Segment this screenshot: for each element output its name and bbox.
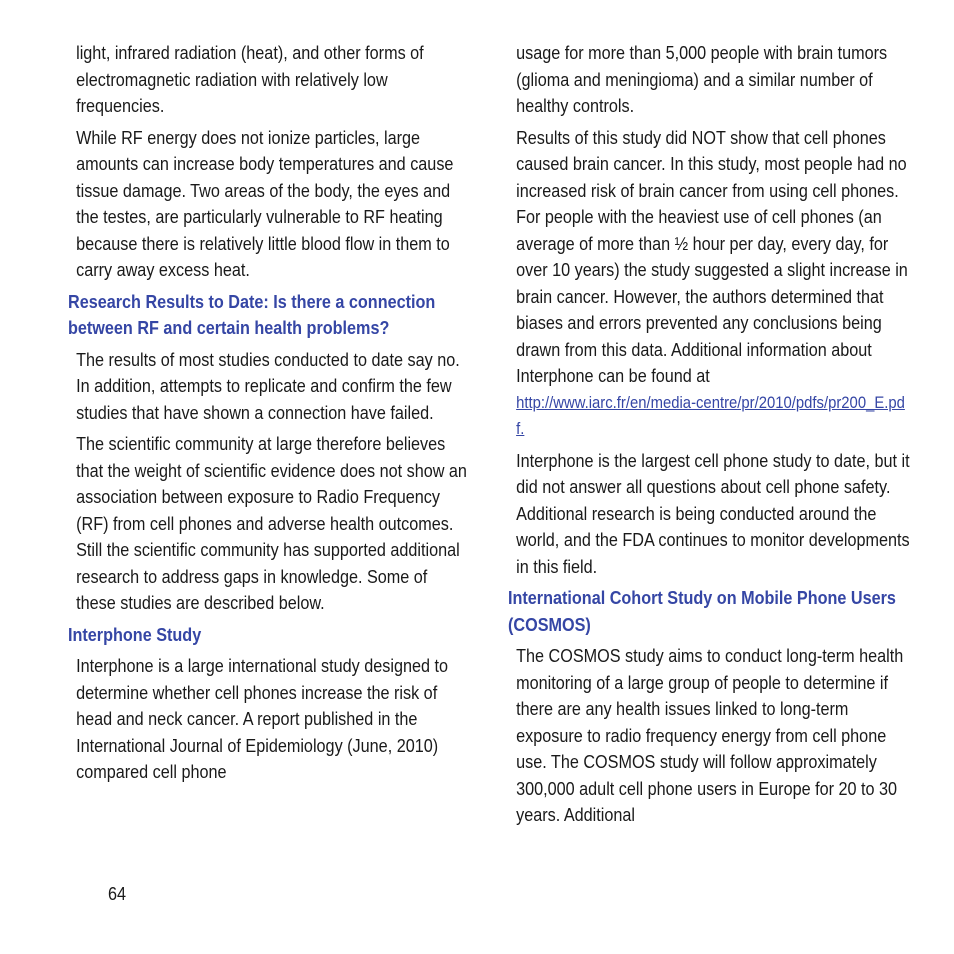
section-heading-interphone-study: Interphone Study [68, 624, 202, 645]
body-paragraph: The COSMOS study aims to conduct long-term health monitoring of a large group of people to determine if there are any health issues linked to long-term exposure to radio frequency energy from cell phone use. The COSMOS study will follow approximately 300,000 adult cell phone users in Europe for 20 to 30 years. Additional [516, 646, 904, 825]
body-paragraph-text: Results of this study did NOT show that cell phones caused brain cancer. In this study, most people had no increased risk of brain cancer from using cell phones. For people with the heaviest use of cell phones (an average of more than ½ hour per day, every day, for over 10 years) the study suggested a slight increase in brain cancer. However, the authors determined that biases and errors prevented any conclusions being drawn from this data. Additional information about Interphone can be found at [516, 127, 908, 386]
body-paragraph: light, infrared radiation (heat), and other forms of electromagnetic radiation with relatively low frequencies. [76, 43, 424, 116]
section-heading-cosmos: International Cohort Study on Mobile Phone Users (COSMOS) [508, 588, 896, 635]
body-paragraph: usage for more than 5,000 people with brain tumors (glioma and meningioma) and a similar number of healthy controls. [516, 43, 888, 116]
body-paragraph-with-link [508, 125, 911, 443]
body-paragraph: Interphone is a large international study designed to determine whether cell phones increase the risk of head and neck cancer. A report published in the International Journal of Epidemiology (June, 2010) compared cell phone [76, 656, 449, 782]
body-paragraph: Interphone is the largest cell phone study to date, but it did not answer all questions about cell phone safety. Additional research is being conducted around the world, and the FDA continues to monitor developments in this field. [516, 450, 910, 577]
page-number: 64 [108, 884, 127, 904]
body-paragraph: The scientific community at large therefore believes that the weight of scientific evidence does not show an association between exposure to Radio Frequency (RF) from cell phones and adverse health outcomes. Still the scientific community has supported additional research to address gaps in knowledge. Some of these studies are described below. [76, 434, 467, 613]
left-column [68, 40, 467, 791]
body-paragraph: The results of most studies conducted to date say no. In addition, attempts to replicate and confirm the few studies that have shown a connection have failed. [76, 349, 460, 423]
section-heading-research-results: Research Results to Date: Is there a connection between RF and certain health problems? [68, 291, 436, 338]
body-paragraph: While RF energy does not ionize particles, large amounts can increase body temperatures and cause tissue damage. Two areas of the body, the eyes and the testes, are particularly vulnerable to RF heating because there is relatively little blood flow in them to carry away excess heat. [76, 127, 454, 280]
right-column [508, 40, 910, 834]
iarc-interphone-link[interactable]: http://www.iarc.fr/en/media-centre/pr/2010/pdfs/pr200_E.pdf. [516, 393, 905, 438]
